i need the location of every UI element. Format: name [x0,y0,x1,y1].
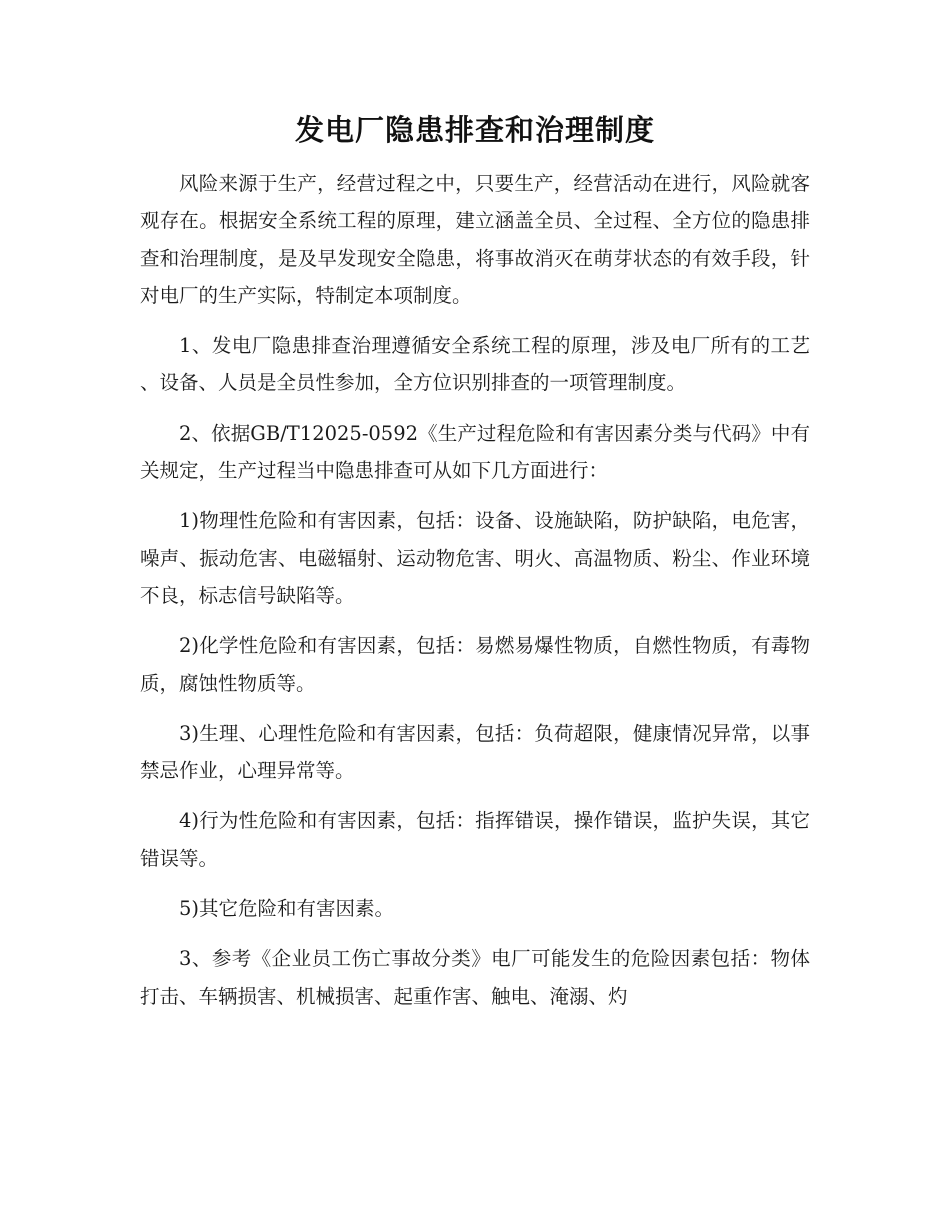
paragraph-subitem-3: 3)生理、心理性危险和有害因素，包括：负荷超限，健康情况异常，以事禁忌作业，心理异常等。 [140,721,810,783]
paragraph-item-2: 2、依据GB/T12025-0592《生产过程危险和有害因素分类与代码》中有关规定，生产过程当中隐患排查可从如下几方面进行： [140,421,810,483]
paragraph-subitem-5: 5)其它危险和有害因素。 [179,897,395,921]
document-title: 发电厂隐患排查和治理制度 [294,113,655,147]
paragraph-item-1: 1、发电厂隐患排查治理遵循安全系统工程的原理，涉及电厂所有的工艺、设备、人员是全员性参加，全方位识别排查的一项管理制度。 [140,334,810,395]
paragraph-subitem-4: 4)行为性危险和有害因素，包括：指挥错误，操作错误，监护失误，其它错误等。 [140,809,810,870]
paragraph-item-3: 3、参考《企业员工伤亡事故分类》电厂可能发生的危险因素包括：物体打击、车辆损害、机械损害、起重作害、触电、淹溺、灼 [140,947,810,1008]
paragraph-subitem-2: 2)化学性危险和有害因素，包括：易燃易爆性物质，自燃性物质，有毒物质，腐蚀性物质等。 [140,634,810,695]
paragraph-subitem-1: 1)物理性危险和有害因素，包括：设备、设施缺陷，防护缺陷，电危害，噪声、振动危害、电磁辐射、运动物危害、明火、高温物质、粉尘、作业环境不良，标志信号缺陷等。 [140,509,810,607]
document-body [140,165,810,1028]
paragraph-intro: 风险来源于生产，经营过程之中，只要生产，经营活动在进行，风险就客观存在。根据安全系统工程的原理，建立涵盖全员、全过程、全方位的隐患排查和治理制度，是及早发现安全隐患，将事故消灭在萌芽状态的有效手段，针对电厂的生产实际，特制定本项制度。 [140,172,810,307]
